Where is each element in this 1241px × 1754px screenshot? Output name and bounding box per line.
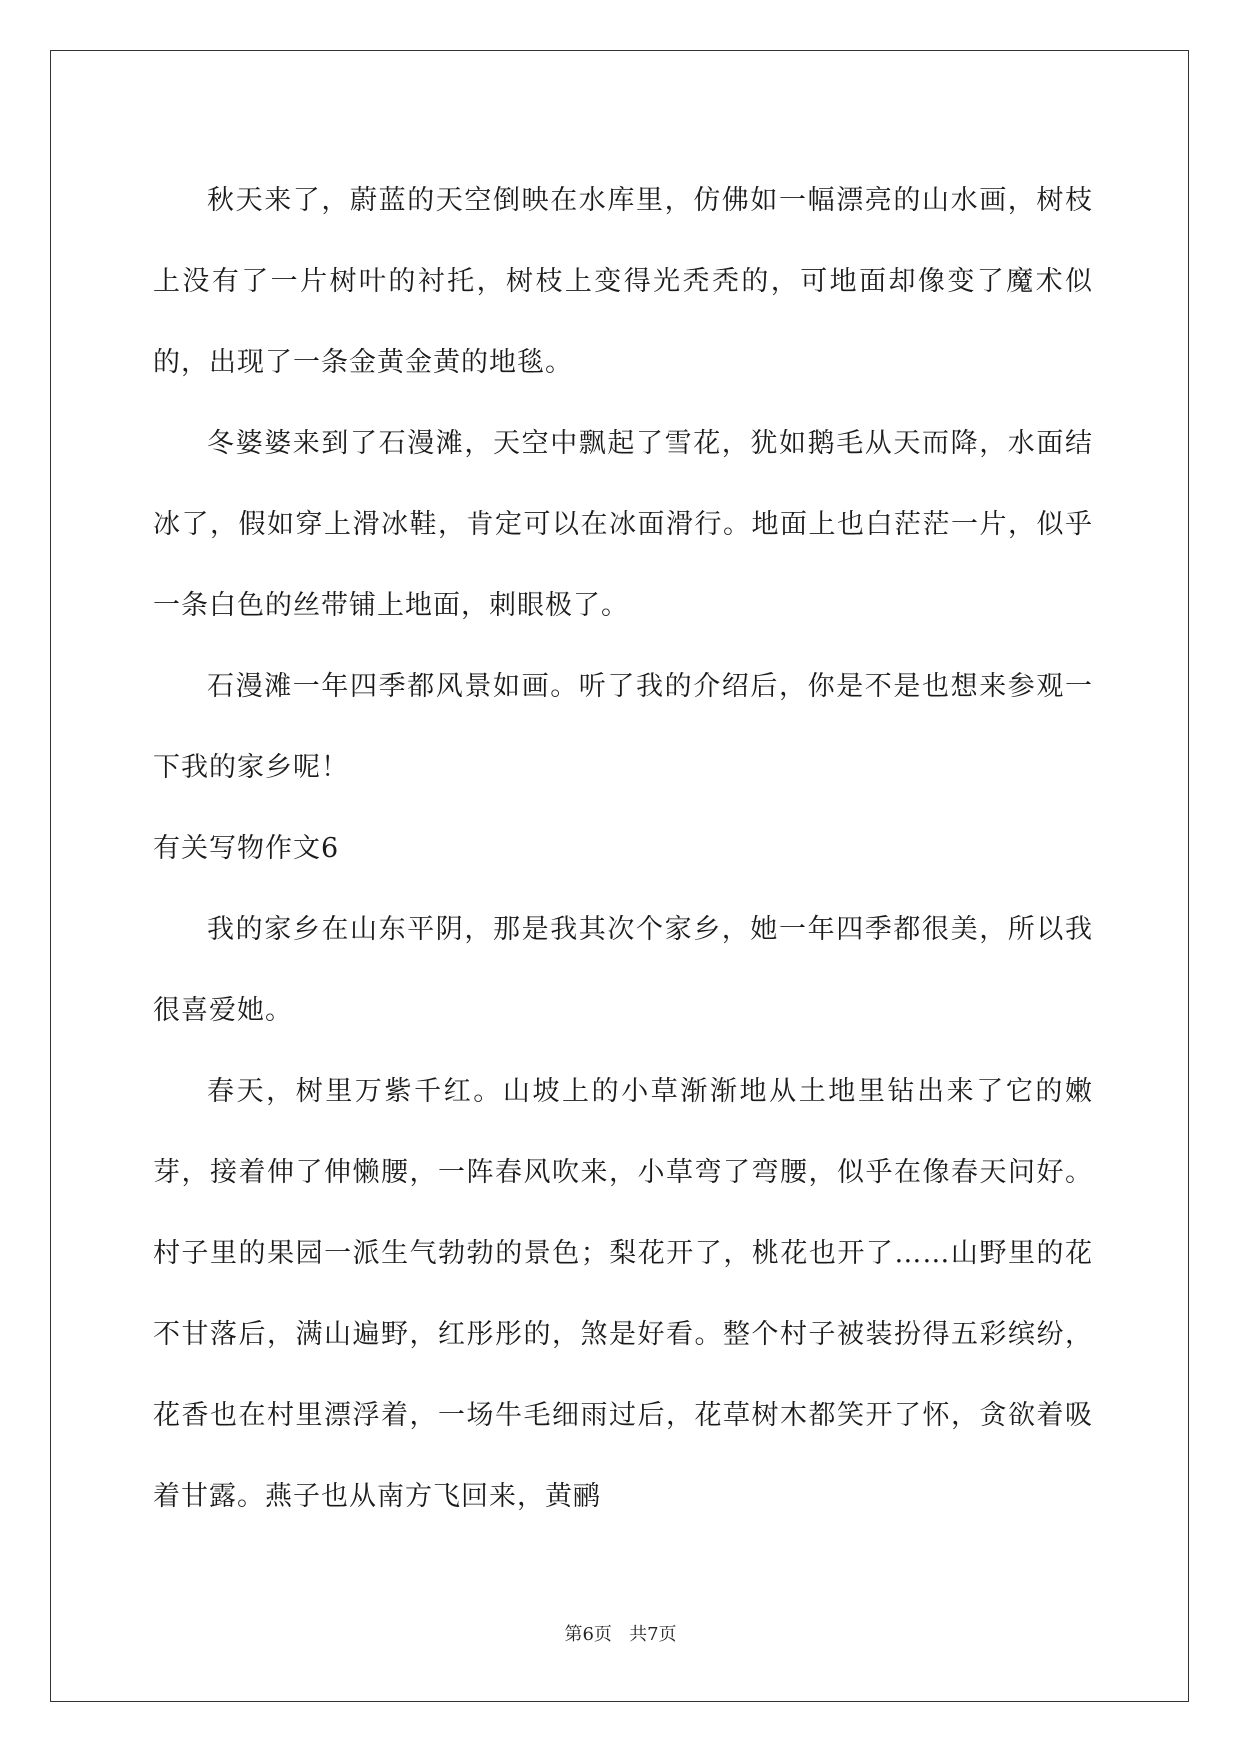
page-number: 第6页	[564, 1624, 612, 1645]
page-footer	[0, 1620, 1241, 1646]
paragraph-intro: 我的家乡在山东平阴，那是我其次个家乡，她一年四季都很美，所以我很喜爱她。	[153, 914, 1093, 1026]
paragraph-winter: 冬婆婆来到了石漫滩，天空中飘起了雪花，犹如鹅毛从天而降，水面结冰了，假如穿上滑冰鞋，肯定可以在冰面滑行。地面上也白茫茫一片，似乎一条白色的丝带铺上地面，刺眼极了。	[153, 428, 1093, 621]
paragraph-conclusion: 石漫滩一年四季都风景如画。听了我的介绍后，你是不是也想来参观一下我的家乡呢！	[153, 671, 1093, 783]
paragraph-spring: 春天，树里万紫千红。山坡上的小草渐渐地从土地里钻出来了它的嫩芽，接着伸了伸懒腰，一阵春风吹来，小草弯了弯腰，似乎在像春天问好。村子里的果园一派生气勃勃的景色；梨花开了，桃花也开了……山野里的花不甘落后，满山遍野，红彤彤的，煞是好看。整个村子被装扮得五彩缤纷，花香也在村里漂浮着，一场牛毛细雨过后，花草树木都笑开了怀，贪欲着吸着甘露。燕子也从南方飞回来，黄鹂	[153, 1076, 1093, 1512]
paragraph-autumn: 秋天来了，蔚蓝的天空倒映在水库里，仿佛如一幅漂亮的山水画，树枝上没有了一片树叶的衬托，树枝上变得光秃秃的，可地面却像变了魔术似的，出现了一条金黄金黄的地毯。	[153, 185, 1093, 378]
document-body	[153, 160, 1093, 1537]
page-total: 共7页	[629, 1624, 677, 1645]
section-title: 有关写物作文6	[153, 833, 340, 864]
